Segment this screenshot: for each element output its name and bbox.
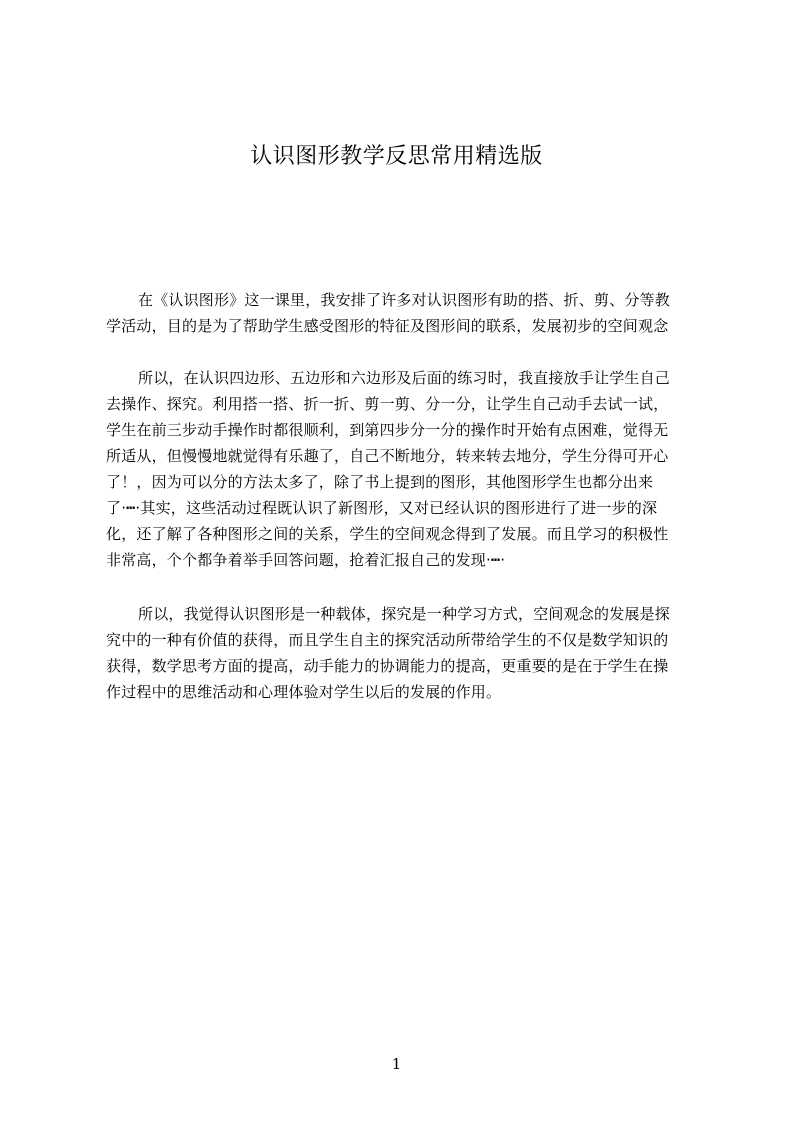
paragraph-line: 所以，在认识四边形、五边形和六边形及后面的练习时，我直接放手让学生自己 <box>138 369 671 387</box>
paragraph-line: 非常高，个个都争着举手回答问题，抢着汇报自己的发现·┅· <box>106 551 506 569</box>
paragraph-1 <box>106 287 698 339</box>
paragraph-line: 学生在前三步动手操作时都很顺利，到第四步分一分的操作时开始有点困难，觉得无 <box>106 421 669 439</box>
paragraph-line: 学活动，目的是为了帮助学生感受图形的特征及图形间的联系，发展初步的空间观念 <box>106 317 669 335</box>
page-number: 1 <box>391 1055 402 1073</box>
paragraph-3 <box>106 601 698 705</box>
paragraph-2 <box>106 365 698 573</box>
paragraph-line: 获得，数学思考方面的提高，动手能力的协调能力的提高，更重要的是在于学生在操 <box>106 657 669 675</box>
document-title: 认识图形教学反思常用精选版 <box>250 144 543 169</box>
paragraph-line: 化，还了解了各种图形之间的关系，学生的空间观念得到了发展。而且学习的积极性 <box>106 525 669 543</box>
paragraph-line: 究中的一种有价值的获得，而且学生自主的探究活动所带给学生的不仅是数学知识的 <box>106 631 669 649</box>
paragraph-line: 去操作、探究。利用搭一搭、折一折、剪一剪、分一分，让学生自己动手去试一试， <box>106 395 669 413</box>
paragraph-line: 了！，因为可以分的方法太多了，除了书上提到的图形，其他图形学生也都分出来 <box>106 473 654 491</box>
paragraph-line: 所以，我觉得认识图形是一种载体，探究是一种学习方式，空间观念的发展是探 <box>138 605 671 623</box>
paragraph-line: 所适从，但慢慢地就觉得有乐趣了，自己不断地分，转来转去地分，学生分得可开心 <box>106 447 669 465</box>
paragraph-line: 作过程中的思维活动和心理体验对学生以后的发展的作用。 <box>106 683 502 701</box>
paragraph-line: 在《认识图形》这一课里，我安排了许多对认识图形有助的搭、折、剪、分等教 <box>138 291 671 309</box>
paragraph-line: 了·┅·其实，这些活动过程既认识了新图形，又对已经认识的图形进行了进一步的深 <box>106 499 658 517</box>
